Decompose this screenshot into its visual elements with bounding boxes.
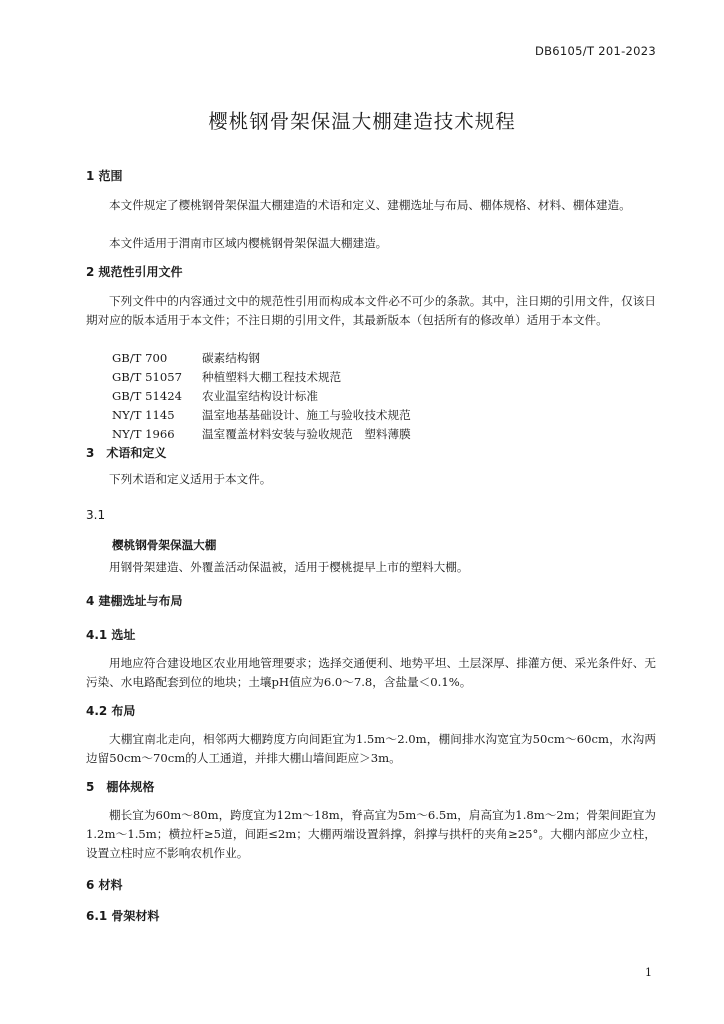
term-name: 樱桃钢骨架保温大棚 bbox=[112, 538, 217, 552]
section-2-heading: 2 规范性引用文件 bbox=[86, 265, 183, 279]
reference-title: 农业温室结构设计标准 bbox=[202, 389, 318, 403]
section-5-paragraph: 棚长宜为60m～80m，跨度宜为12m～18m，脊高宜为5m～6.5m，肩高宜为1.8m～2m；骨架间距宜为1.2m～1.5m；横拉杆≥5道，间距≤2m；大棚两端设置斜撑，斜撑与拱杆的夹角≥25°。大棚内部应少立柱，设置立柱时应不影响农机作业。 bbox=[86, 808, 656, 860]
reference-title: 温室覆盖材料安装与验收规范 塑料薄膜 bbox=[202, 427, 411, 441]
section-3-paragraph-1: 下列术语和定义适用于本文件。 bbox=[109, 472, 272, 486]
reference-item bbox=[112, 349, 260, 368]
reference-item bbox=[112, 368, 341, 387]
subsection-3-1-number: 3.1 bbox=[86, 508, 106, 522]
section-6-heading: 6 材料 bbox=[86, 878, 123, 892]
document-code: DB6105/T 201-2023 bbox=[534, 44, 656, 58]
subsection-4-1-paragraph: 用地应符合建设地区农业用地管理要求；选择交通便利、地势平坦、土层深厚、排灌方便、采光条件好、无污染、水电路配套到位的地块；土壤pH值应为6.0～7.8，含盐量＜0.1%。 bbox=[86, 656, 656, 689]
page-title: 樱桃钢骨架保温大棚建造技术规程 bbox=[208, 110, 516, 133]
reference-code: GB/T 51424 bbox=[112, 389, 182, 403]
section-1-paragraph-1: 本文件规定了樱桃钢骨架保温大棚建造的术语和定义、建棚选址与布局、棚体规格、材料、棚体建造。 bbox=[109, 198, 631, 212]
subsection-4-2-paragraph: 大棚宜南北走向，相邻两大棚跨度方向间距宜为1.5m～2.0m，棚间排水沟宽宜为50cm～60cm，水沟两边留50cm～70cm的人工通道，并排大棚山墙间距应＞3m。 bbox=[86, 732, 656, 765]
reference-item bbox=[112, 406, 411, 425]
subsection-6-1-heading: 6.1 骨架材料 bbox=[86, 909, 160, 923]
reference-item bbox=[112, 387, 318, 406]
reference-code: NY/T 1145 bbox=[112, 408, 175, 422]
term-definition: 用钢骨架建造、外覆盖活动保温被，适用于樱桃提早上市的塑料大棚。 bbox=[109, 560, 469, 574]
section-2-paragraph-1: 下列文件中的内容通过文中的规范性引用而构成本文件必不可少的条款。其中，注日期的引用文件，仅该日期对应的版本适用于本文件；不注日期的引用文件，其最新版本（包括所有的修改单）适用于本文件。 bbox=[86, 294, 656, 327]
reference-item bbox=[112, 425, 411, 444]
reference-title: 种植塑料大棚工程技术规范 bbox=[202, 370, 342, 384]
section-5-heading: 5 棚体规格 bbox=[86, 780, 155, 794]
section-3-heading: 3 术语和定义 bbox=[86, 446, 167, 460]
subsection-4-2-heading: 4.2 布局 bbox=[86, 704, 136, 718]
reference-title: 温室地基基础设计、施工与验收技术规范 bbox=[202, 408, 411, 422]
subsection-4-1-heading: 4.1 选址 bbox=[86, 628, 136, 642]
page-number: 1 bbox=[645, 966, 652, 979]
section-1-heading: 1 范围 bbox=[86, 169, 123, 183]
reference-code: NY/T 1966 bbox=[112, 427, 175, 441]
section-4-heading: 4 建棚选址与布局 bbox=[86, 594, 183, 608]
section-1-paragraph-2: 本文件适用于渭南市区域内樱桃钢骨架保温大棚建造。 bbox=[109, 236, 388, 250]
reference-code: GB/T 700 bbox=[112, 351, 168, 365]
reference-code: GB/T 51057 bbox=[112, 370, 182, 384]
reference-title: 碳素结构钢 bbox=[202, 351, 260, 365]
